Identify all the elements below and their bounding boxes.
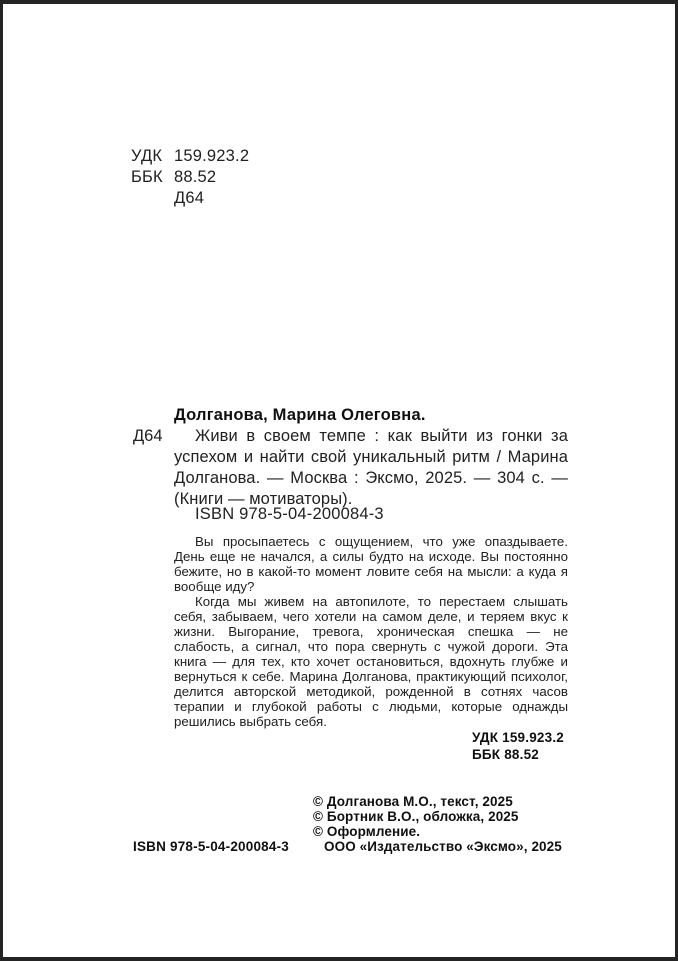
margin-author-code: Д64: [133, 427, 163, 445]
copyright-lines: [313, 794, 562, 839]
classification-label: ББК: [131, 168, 163, 186]
classification-label: [131, 188, 174, 209]
annotation: [174, 534, 568, 729]
classification-label: УДК: [131, 147, 163, 165]
author-heading: Долганова, Марина Олеговна.: [174, 406, 426, 424]
classification-value: 159.923.2: [174, 147, 250, 165]
annotation-paragraph: Когда мы живем на автопилоте, то перестаем слышать себя, забываем, чего хотели на самом деле, и теряем вкус к жизни. Выгорание, тревога, хроническая спешка — не слабость, а сигнал, что пора свернуть с чужой дороги. Эта книга — для тех, кто хочет остановиться, вдохнуть глубже и вернуться к себе. Марина Долганова, практикующий психолог, делится авторской методикой, рожденной в сотнях часов терапии и глубокой работы с людьми, которые однажды решились выбрать себя.: [174, 594, 568, 729]
copyright-line: © Бортник В.О., обложка, 2025: [313, 809, 519, 824]
classification-row: [131, 167, 249, 188]
publisher-line: ООО «Издательство «Эксмо», 2025: [324, 839, 562, 854]
classification-row: [131, 188, 249, 209]
udk-bbk-right-block: [472, 729, 564, 763]
bbk-line: ББК 88.52: [472, 747, 539, 762]
copyright-line: © Оформление.: [313, 824, 421, 839]
isbn-bottom: ISBN 978-5-04-200084-3: [133, 839, 289, 854]
catalog-card: [133, 405, 568, 510]
classification-value: 88.52: [174, 168, 217, 186]
udk-line: УДК 159.923.2: [472, 730, 564, 745]
bibliographic-description: Живи в своем темпе : как выйти из гонки за успехом и найти свой уникальный ритм / Марина Долганова. — Москва : Эксмо, 2025. — 304 с. — (Книги — мотиваторы).: [174, 427, 568, 508]
copyright-line: © Долганова М.О., текст, 2025: [313, 794, 513, 809]
isbn-line: ISBN 978-5-04-200084-3: [195, 505, 384, 523]
top-classification-block: [131, 146, 249, 209]
classification-value: Д64: [174, 189, 205, 207]
classification-row: [131, 146, 249, 167]
annotation-paragraph: Вы просыпаетесь с ощущением, что уже опаздываете. День еще не начался, а силы будто на исходе. Вы постоянно бежите, но в какой-то момент ловите себя на мысли: а куда я вообще иду?: [174, 534, 568, 594]
copyright-block: [313, 794, 562, 854]
